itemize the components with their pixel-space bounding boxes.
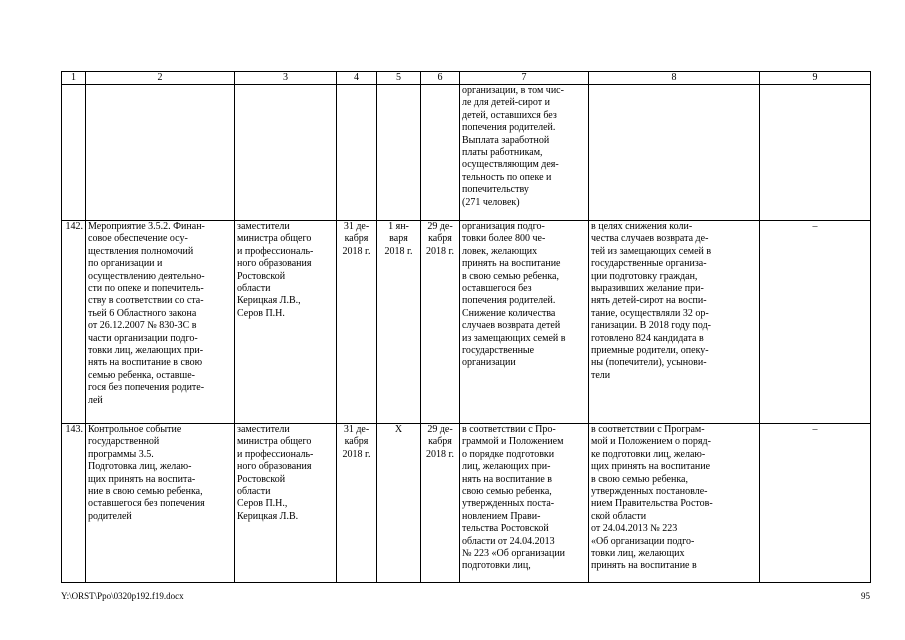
end-date: 29 де- кабря 2018 г. — [421, 221, 460, 424]
activity-name: Мероприятие 3.5.2. Финан- совое обеспечение осу- ществления полномочий по организации и осуществлению деятельно- сти по опеке и попечитель- ству в соответствии со ста- тьей 6 Областного закона от 26.12.2007 № 830-ЗС в части организации подго- товки лиц, желающих при- нять на воспитание в свою семью ребенка, оставше- гося без попечения родите- лей — [86, 221, 235, 424]
page-number: 95 — [861, 591, 870, 601]
header-row — [62, 72, 871, 85]
activity-name: Контрольное событие государственной программы 3.5. Подготовка лиц, желаю- щих принять на воспита- ние в свою семью ребенка, оставшегося без попечения родителей — [86, 424, 235, 583]
header-cell: 5 — [377, 72, 421, 85]
header-cell: 3 — [235, 72, 337, 85]
table-row — [62, 221, 871, 424]
executor: заместители министра общего и профессиональ- ного образования Ростовской области Серов П.Н., Керицкая Л.В. — [235, 424, 337, 583]
start-date — [377, 85, 421, 221]
executor — [235, 85, 337, 221]
actual-result — [589, 85, 760, 221]
header-cell: 1 — [62, 72, 86, 85]
header-cell: 9 — [760, 72, 871, 85]
activity-name — [86, 85, 235, 221]
planned-date: 31 де- кабря 2018 г. — [337, 221, 377, 424]
table-row — [62, 85, 871, 221]
start-date: 1 ян- варя 2018 г. — [377, 221, 421, 424]
expected-result: организация подго- товки более 800 че- ловек, желающих принять на воспитание в свою семью ребенка, оставшегося без попечения родителей. Снижение количества случаев возврата детей из замещающих семей в государственные организации — [460, 221, 589, 424]
notes: – — [760, 424, 871, 583]
executor: заместители министра общего и профессиональ- ного образования Ростовской области Керицкая Л.В., Серов П.Н. — [235, 221, 337, 424]
file-path: Y:\ORST\Ppo\0320p192.f19.docx — [61, 591, 184, 601]
header-cell: 2 — [86, 72, 235, 85]
expected-result: организации, в том чис- ле для детей-сирот и детей, оставшихся без попечения родителей. Выплата заработной платы работникам, осуществляющим дея- тельность по опеке и попечительству (271 человек) — [460, 85, 589, 221]
notes — [760, 85, 871, 221]
header-cell: 6 — [421, 72, 460, 85]
row-number: 142. — [62, 221, 86, 424]
header-cell: 8 — [589, 72, 760, 85]
actual-result: в целях снижения коли- чества случаев возврата де- тей из замещающих семей в государственные организа- ции подготовку граждан, выразивших желание при- нять детей-сирот на воспи- тание, осуществляли 32 ор- ганизации. В 2018 году под- готовлено 824 кандидата в приемные родители, опеку- ны (попечители), усынови- тели — [589, 221, 760, 424]
table-row — [62, 424, 871, 583]
start-date: Х — [377, 424, 421, 583]
planned-date — [337, 85, 377, 221]
end-date — [421, 85, 460, 221]
end-date: 29 де- кабря 2018 г. — [421, 424, 460, 583]
row-number: 143. — [62, 424, 86, 583]
report-table — [61, 71, 871, 583]
row-number — [62, 85, 86, 221]
header-cell: 7 — [460, 72, 589, 85]
header-cell: 4 — [337, 72, 377, 85]
expected-result: в соответствии с Про- граммой и Положением о порядке подготовки лиц, желающих при- нять на воспитание в свою семью ребенка, утвержденных поста- новлением Прави- тельства Ростовской области от 24.04.2013 № 223 «Об организации подготовки лиц, — [460, 424, 589, 583]
notes: – — [760, 221, 871, 424]
planned-date: 31 де- кабря 2018 г. — [337, 424, 377, 583]
actual-result: в соответствии с Програм- мой и Положением о поряд- ке подготовки лиц, желаю- щих принять на воспитание в свою семью ребенка, утвержденных постановле- нием Правительства Ростов- ской области от 24.04.2013 № 223 «Об организации подго- товки лиц, желающих принять на воспитание в — [589, 424, 760, 583]
